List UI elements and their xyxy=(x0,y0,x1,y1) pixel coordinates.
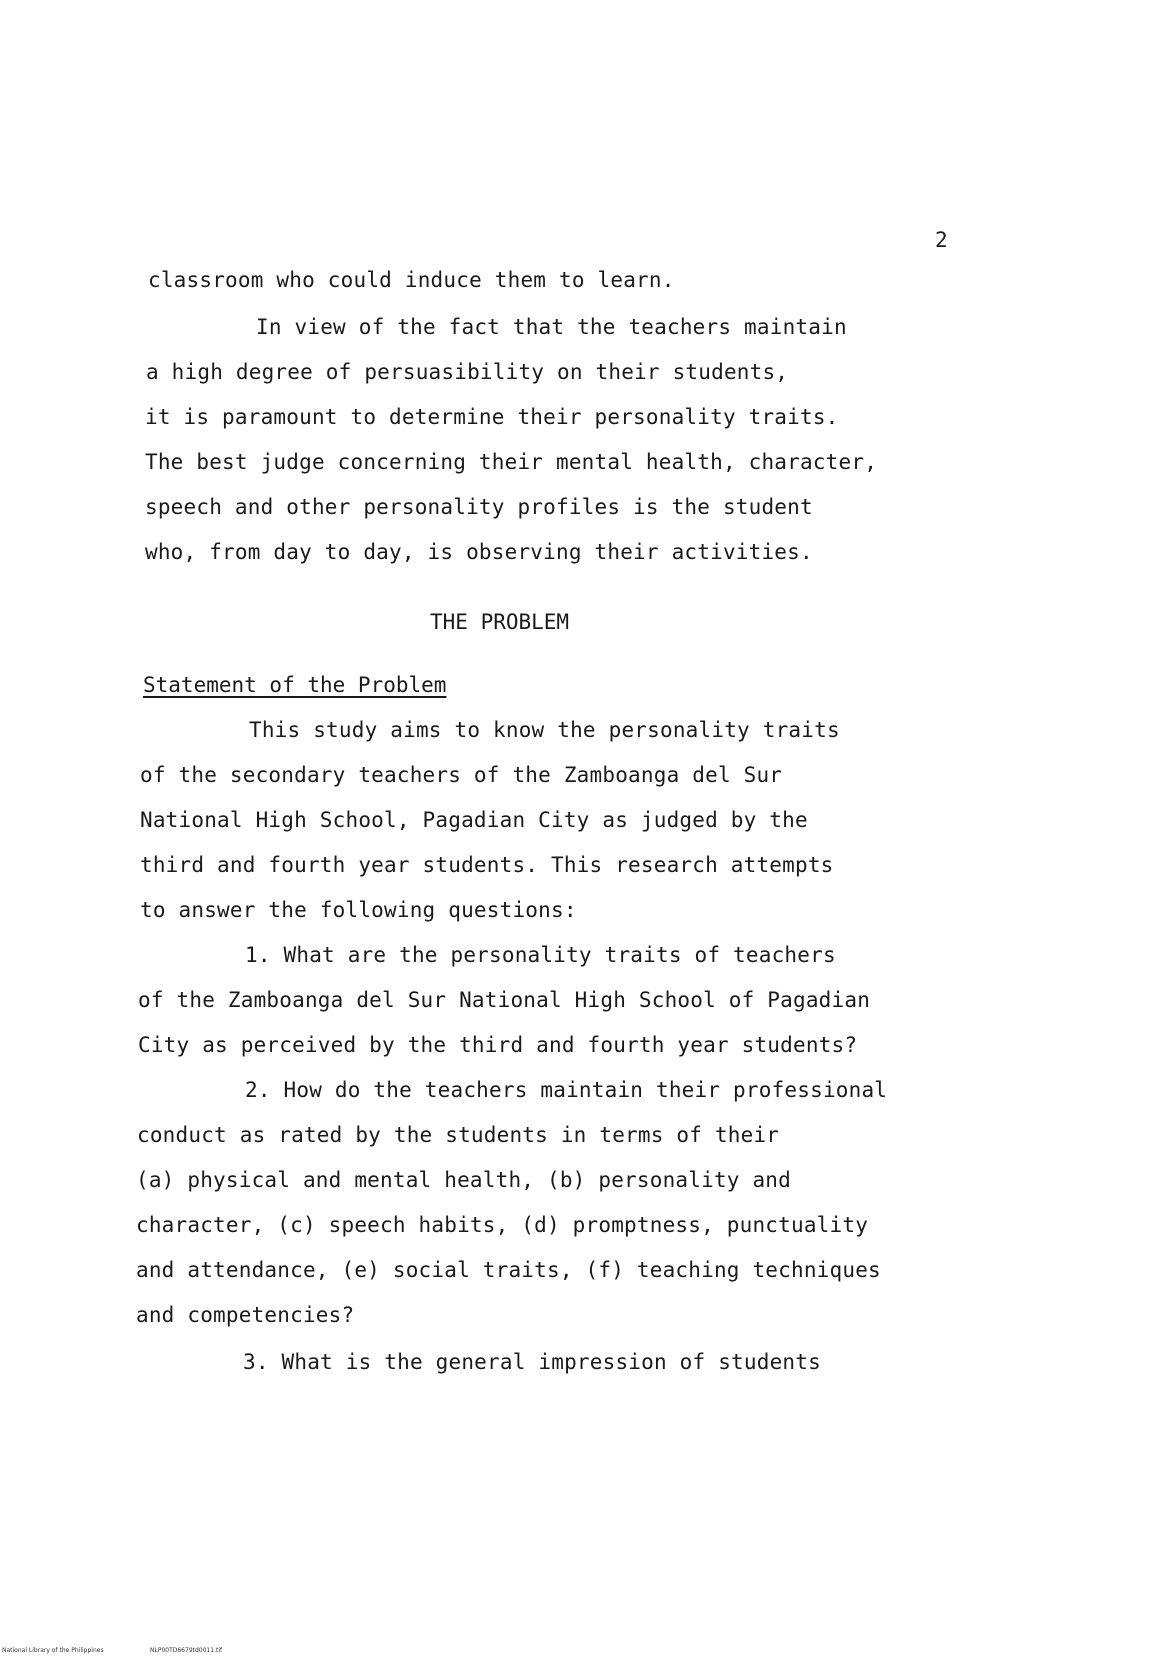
text-line: The best judge concerning their mental health, character, xyxy=(145,450,878,474)
text-line: to answer the following questions: xyxy=(140,898,577,922)
text-line: National High School, Pagadian City as judged by the xyxy=(140,808,808,832)
text-line: character, (c) speech habits, (d) promptness, punctuality xyxy=(136,1213,869,1237)
text-line: who, from day to day, is observing their activities. xyxy=(145,540,813,564)
text-line: and attendance, (e) social traits, (f) teaching techniques xyxy=(136,1258,881,1282)
text-line: it is paramount to determine their personality traits. xyxy=(145,405,839,429)
text-line: and competencies? xyxy=(136,1303,355,1327)
text-line: of the Zamboanga del Sur National High School of Pagadian xyxy=(138,988,871,1012)
text-line: (a) physical and mental health, (b) personality and xyxy=(136,1168,791,1192)
text-line: City as perceived by the third and fourth year students? xyxy=(138,1033,858,1057)
text-line: speech and other personality profiles is the student xyxy=(145,495,813,519)
footer-file: NLP00TD6679td0011.tif xyxy=(150,1647,223,1654)
text-line: conduct as rated by the students in terms of their xyxy=(137,1123,780,1147)
page-number: 2 xyxy=(935,228,948,252)
section-heading: THE PROBLEM xyxy=(430,610,570,634)
text-line: 1. What are the personality traits of teachers xyxy=(245,943,836,967)
subsection-heading: Statement of the Problem xyxy=(143,673,447,697)
text-line: This study aims to know the personality traits xyxy=(249,718,840,742)
text-line: 3. What is the general impression of students xyxy=(243,1350,821,1374)
text-line: classroom who could induce them to learn. xyxy=(148,268,675,292)
footer-library: National Library of the Philippines xyxy=(2,1647,104,1654)
text-line: In view of the fact that the teachers maintain xyxy=(256,315,847,339)
text-line: third and fourth year students. This research attempts xyxy=(140,853,834,877)
text-line: 2. How do the teachers maintain their professional xyxy=(245,1078,888,1102)
text-line: of the secondary teachers of the Zamboanga del Sur xyxy=(140,763,783,787)
text-line: a high degree of persuasibility on their students, xyxy=(146,360,789,384)
